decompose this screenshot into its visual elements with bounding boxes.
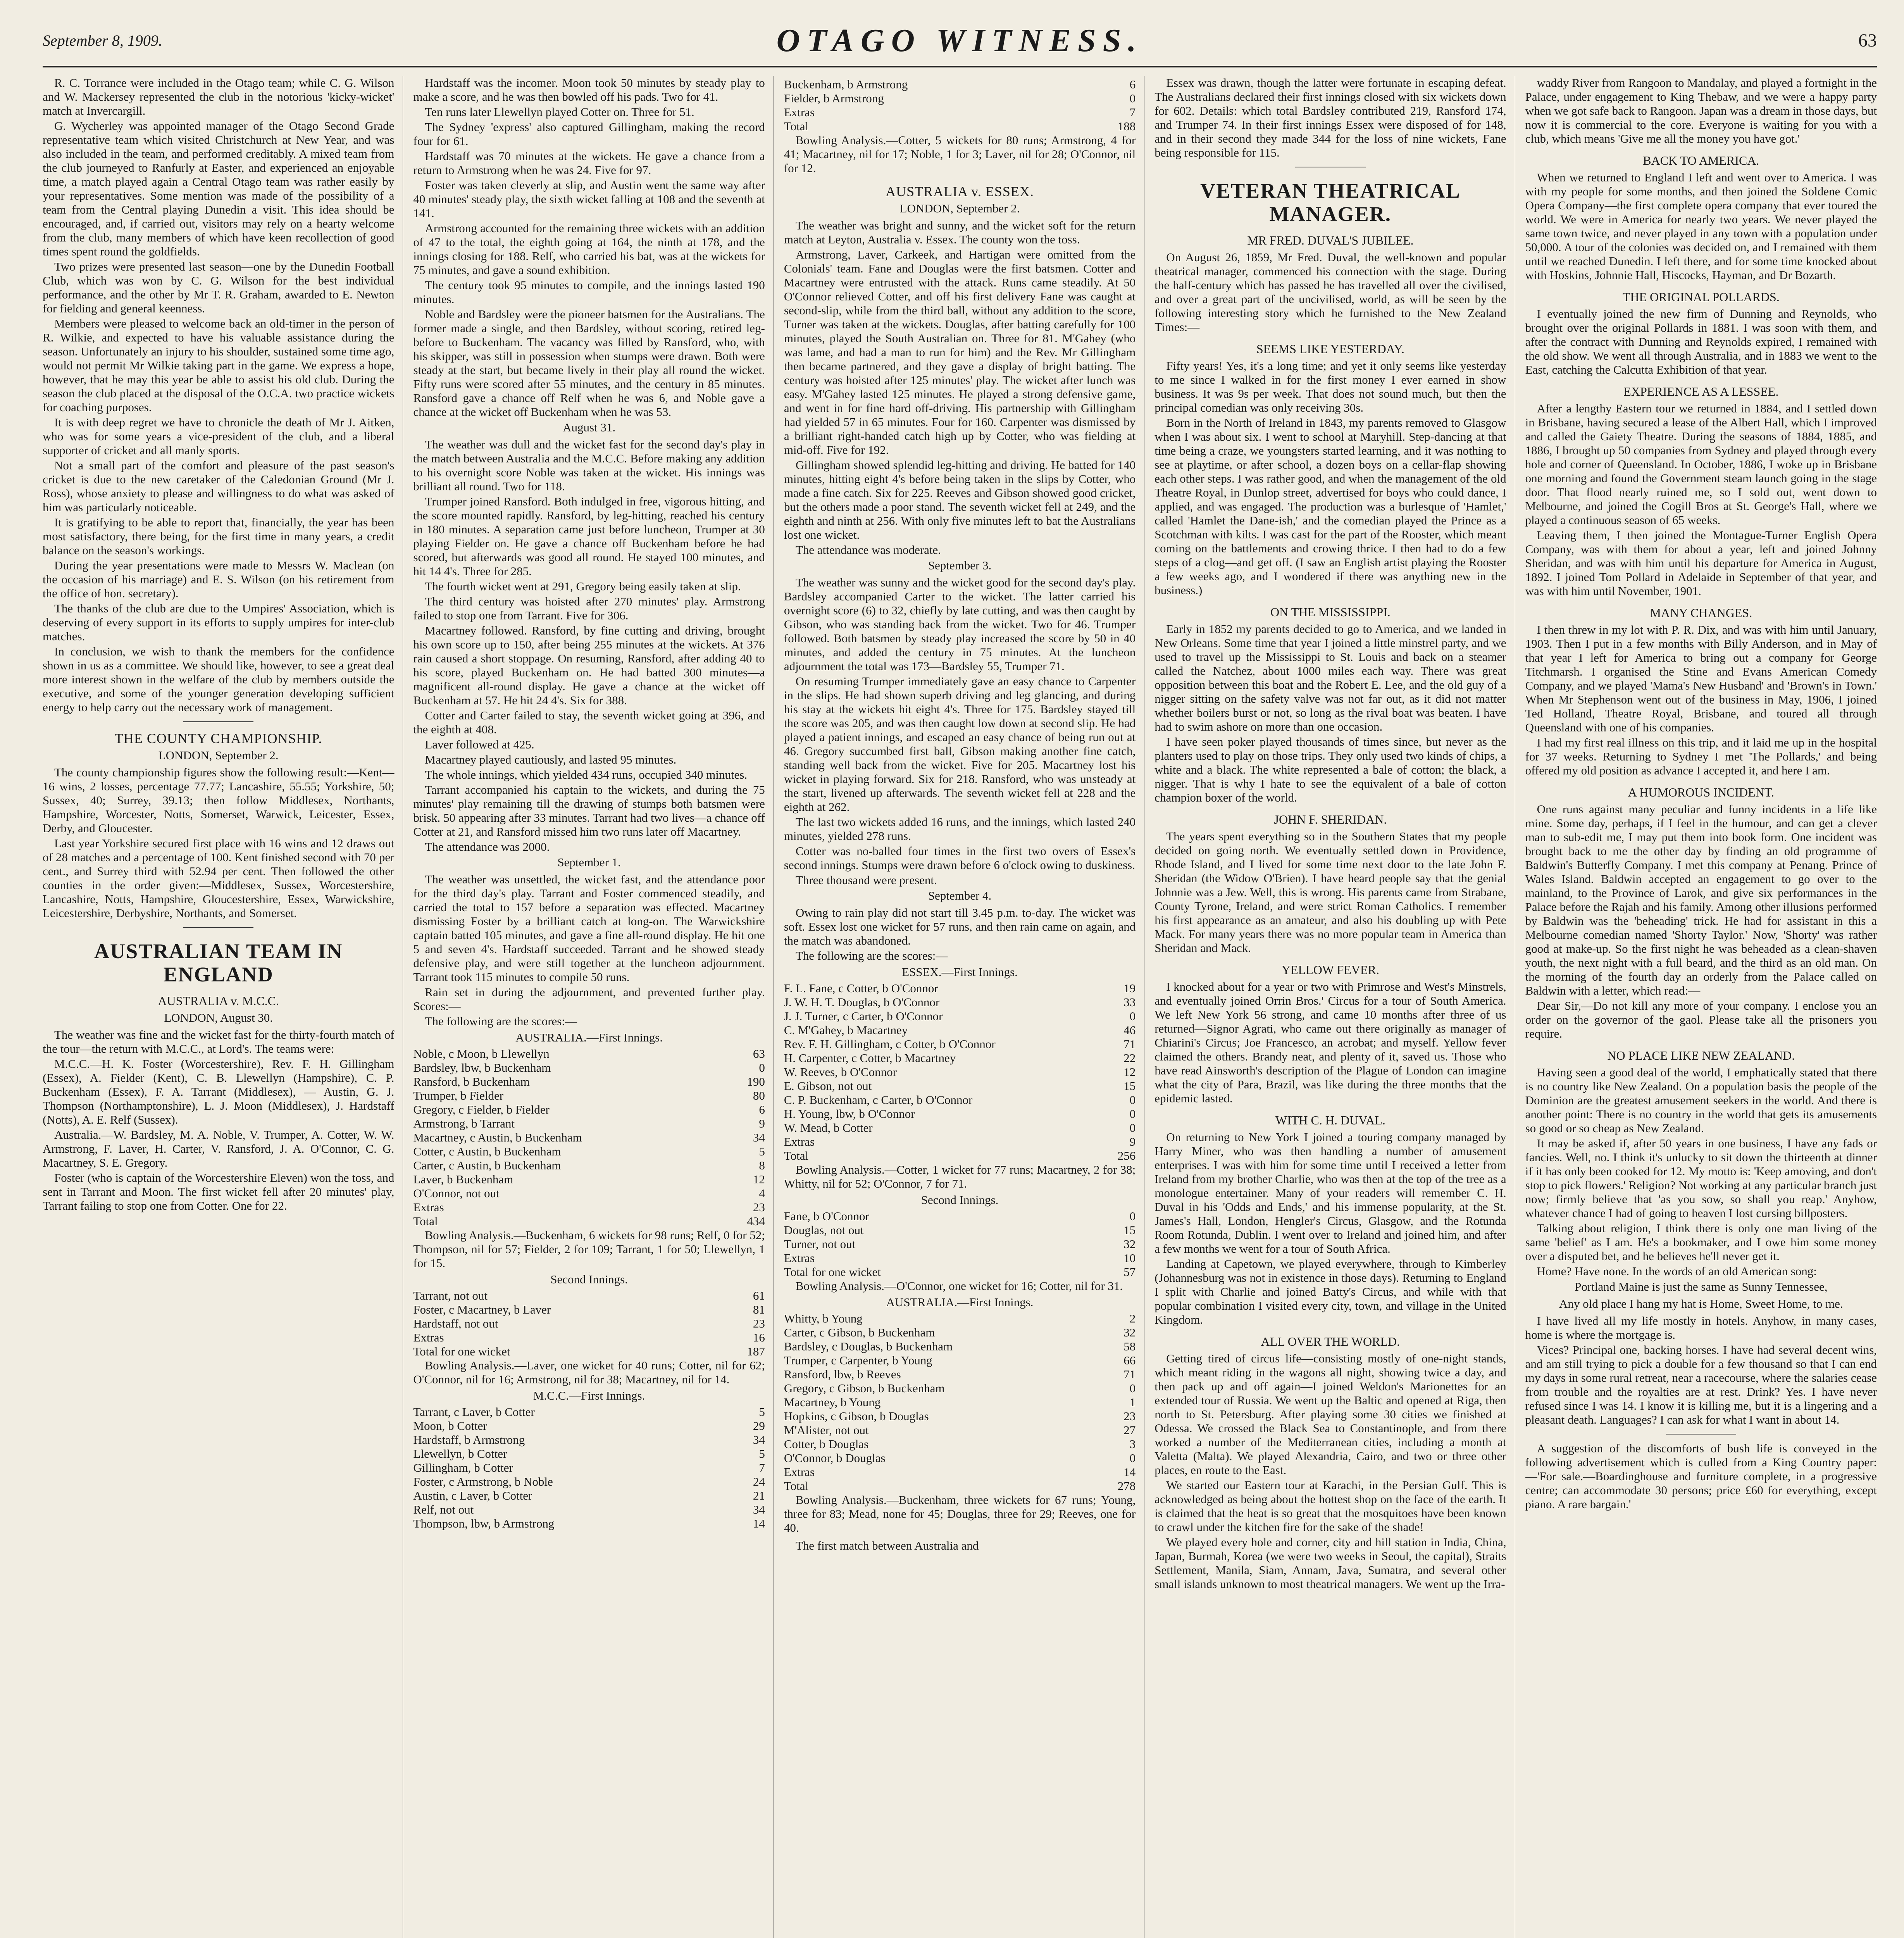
score-row: O'Connor, not out 4 [413, 1186, 765, 1200]
paragraph: Two prizes were presented last season—one by the Dunedin Football Club, which was won by C. G. Wilson for the best individual performance, and the other by Mr T. R. Graham, awarded to E. Newton for fielding and general keenness. [43, 260, 395, 315]
bowling-analysis: Bowling Analysis.—Buckenham, three wickets for 67 runs; Young, three for 83; Mead, none for 45; Douglas, three for 29; Reeves, one for 40. [784, 1493, 1136, 1535]
score-row: Trumper, c Carpenter, b Young 66 [784, 1353, 1136, 1367]
scorecard-rows [413, 1405, 765, 1531]
paragraph: The century took 95 minutes to compile, and the innings lasted 190 minutes. [413, 278, 765, 306]
paragraph: The attendance was moderate. [795, 543, 941, 557]
masthead [43, 16, 1877, 67]
paragraph: The first match between Australia and [795, 1539, 979, 1552]
sub-heading: NO PLACE LIKE NEW ZEALAND. [1607, 1048, 1795, 1062]
paragraph: During the year presentations were made to Messrs W. Maclean (on the occasion of his marriage) and E. S. Wilson (on his retirement from the office of hon. secretary). [43, 559, 395, 600]
paragraph: Tarrant accompanied his captain to the wickets, and during the 75 minutes' play remaining till the drawing of stumps both batsmen were brisk. 50 appearing after 33 minutes. Tarrant had two lives—a chance off Cotter at 21, and Ransford missed him two runs later off Macartney. [413, 783, 765, 838]
paragraph: The whole innings, which yielded 434 runs, occupied 340 minutes. [425, 768, 748, 781]
innings-title: AUSTRALIA.—First Innings. [515, 1031, 663, 1044]
paragraph: I have lived all my life mostly in hotels. Anyhow, in many cases, home is where the mortgage is. [1525, 1314, 1877, 1341]
scorecard [784, 965, 1136, 1535]
sub-heading: ALL OVER THE WORLD. [1261, 1335, 1400, 1348]
score-row: W. Mead, b Cotter 0 [784, 1121, 1136, 1135]
paragraph: The third century was hoisted after 270 minutes' play. Armstrong failed to stop one from Tarrant. Five for 306. [413, 595, 765, 622]
paragraph: We started our Eastern tour at Karachi, in the Persian Gulf. This is acknowledged as being about the hottest shop on the face of the earth. It is claimed that the heat is so great that the mosquitoes have been known to crawl under the kitchen fire for the sake of the shade! [1154, 1478, 1506, 1534]
paragraph: Armstrong accounted for the remaining three wickets with an addition of 47 to the total, the eighth going at 164, the ninth at 178, and the innings closing for 188. Relf, who carried his bat, was at the wickets for 75 minutes, and gave a sound exhibition. [413, 221, 765, 277]
paragraph: I had my first real illness on this trip, and it laid me up in the hospital for 37 weeks. Returning to Sydney I met 'The Pollards,' and being offered my old position as advance I accepted it, and here I am. [1525, 736, 1877, 777]
paragraph: The weather was sunny and the wicket good for the second day's play. Bardsley accompanied Carter to the wicket. The latter carried his overnight score (6) to 32, chiefly by late cutting, and was then caught by Gibson, who was standing back from the wicket. Two for 46. Trumper followed. Both batsmen by steady play increased the score by 50 in 40 minutes, and added the century in 75 minutes. At the luncheon adjournment the total was 173—Bardsley 55, Trumper 71. [784, 576, 1136, 673]
paragraph: In conclusion, we wish to thank the members for the confidence shown in us as a committee. We should like, however, to see a great deal more interest shown in the welfare of the club by members outside the executive, and some of the younger generation developing sufficient energy to help carry out the necessary work of management. [43, 645, 395, 714]
bowling-analysis: Bowling Analysis.—Buckenham, 6 wickets for 98 runs; Relf, 0 for 52; Thompson, nil for 57; Fielder, 2 for 109; Tarrant, 1 for 50; Llewellyn, 1 for 15. [413, 1228, 765, 1270]
score-row: F. L. Fane, c Cotter, b O'Connor 19 [784, 981, 1136, 995]
sub-heading: AUSTRALIA v. M.C.C. [158, 994, 279, 1008]
section-heading: THE COUNTY CHAMPIONSHIP. [114, 731, 322, 746]
paragraph: The weather was dull and the wicket fast for the second day's play in the match between Australia and the M.C.C. Before making any addition to his overnight score Noble was taken at the wicket. His innings was brilliant all round. Two for 118. [413, 438, 765, 493]
score-row: Thompson, lbw, b Armstrong 14 [413, 1517, 765, 1530]
paragraph: Foster (who is captain of the Worcestershire Eleven) won the toss, and sent in Tarrant and Moon. The first wicket fell after 20 minutes' play, Tarrant failing to stop one from Cotter. One for 22. [43, 1171, 395, 1212]
verse-line: Any old place I hang my hat is Home, Sweet Home, to me. [1559, 1297, 1843, 1310]
dateline: LONDON, September 2. [899, 202, 1020, 215]
innings-title: ESSEX.—First Innings. [902, 965, 1018, 979]
paragraph: Trumper joined Ransford. Both indulged in free, vigorous hitting, and the score mounted rapidly. Ransford, by leg-hitting, reached his century in 180 minutes. A separation came just before luncheon, Trumper at 30 playing Fielder on. He gave a chance off Buckenham before he had scored, but afterwards was good all round. He stayed 100 minutes, and hit 14 4's. Three for 285. [413, 495, 765, 578]
score-row: Laver, b Buckenham 12 [413, 1172, 765, 1186]
paragraph: The fourth wicket went at 291, Gregory being easily taken at slip. [425, 579, 741, 593]
paragraph: After a lengthy Eastern tour we returned in 1884, and I settled down in Brisbane, having secured a lease of the Albert Hall, which I improved and called the Gaiety Theatre. During the seasons of 1884, 1885, and 1886, I brought up 50 companies from Sydney and played through every hole and corner of Queensland. In October, 1886, I woke up in Brisbane one morning and found the Government steam launch going in the stage door. That flood nearly ruined me, so I sold out, went down to Melbourne, and joined the Cogill Bros at St. George's Hall, where we played a continuous season of 65 weeks. [1525, 402, 1877, 527]
column-3 [784, 76, 1144, 1938]
paragraph: Armstrong, Laver, Carkeek, and Hartigan were omitted from the Colonials' team. Fane and Douglas were the first batsmen. Cotter and Macartney were entrusted with the attack. Runs came steadily. At 50 O'Connor relieved Cotter, and off his first delivery Fane was caught at second-slip, while from the third ball, without any addition to the score, Turner was taken at the wickets. Douglas, after batting carefully for 100 minutes, played the South Australian on. Three for 81. M'Gahey (who was lame, and had a man to run for him) and the Rev. Mr Gillingham then became partnered, and they gave a display of bright batting. The century was hoisted after 125 minutes' play. The wicket after lunch was easy. M'Gahey lasted 125 minutes. He played a strong defensive game, and went in for fine hard off-driving. His partnership with Gillingham had yielded 57 in 65 minutes. Four for 160. Carpenter was dismissed by a brilliant right-handed catch high up by Cotter, who was fielding at mid-off. Five for 192. [784, 248, 1136, 457]
score-row: Macartney, c Austin, b Buckenham 34 [413, 1131, 765, 1144]
total-row: Total 188 [784, 119, 1136, 133]
paragraph: The county championship figures show the following result:—Kent—16 wins, 2 losses, percentage 77.77; Lancashire, 55.55; Yorkshire, 50; Sussex, 40; Surrey, 39.13; then follow Middlesex, Northants, Hampshire, Worcester, Notts, Somerset, Warwick, Leicester, Essex, Derby, and Gloucester. [43, 766, 395, 835]
innings-title: Second Innings. [921, 1193, 999, 1207]
paragraph: Laver followed at 425. [425, 738, 534, 751]
paragraph: Landing at Capetown, we played everywhere, through to Kimberley (Johannesburg was not in existence in those days). Returning to England I split with Charlie and joined Batty's Circus, and while with that popular combination I visited every city, town, and village in the United Kingdom. [1154, 1257, 1506, 1326]
paragraph: Fifty years! Yes, it's a long time; and yet it only seems like yesterday to me since I walked in for the first money I ever earned in show business. It was 9s per week. That does not sound much, but then the principal comedian was only receiving 30s. [1154, 359, 1506, 414]
paragraph: On resuming Trumper immediately gave an easy chance to Carpenter in the slips. He had shown superb driving and leg glancing, and during his stay at the wickets hit eight 4's. Three for 175. Bardsley stayed till the score was 205, and was then caught low down at second slip. He had played a patient innings, and escaped an easy chance of being run out at 46. Gregory succumbed first ball, Gibson making another fine catch, standing well back from the wicket. Five for 205. Macartney lost his wicket in playing forward. Six for 218. Ransford, who was unsteady at the start, livened up afterwards. The seventh wicket fell at 228 and the eighth at 262. [784, 674, 1136, 814]
score-row: Bardsley, c Douglas, b Buckenham 58 [784, 1340, 1136, 1353]
paragraph: On August 26, 1859, Mr Fred. Duval, the well-known and popular theatrical manager, commenced his connection with the stage. During the half-century which has passed he has travelled all over the civilised, and over a great part of the uncivilised, world, as will be seen by the following interesting story which he furnished to the New Zealand Times:— [1154, 250, 1506, 334]
score-row: Extras 10 [784, 1251, 1136, 1265]
dateline: LONDON, August 30. [164, 1011, 273, 1024]
score-row: Carter, c Gibson, b Buckenham 32 [784, 1326, 1136, 1339]
sub-heading: ON THE MISSISSIPPI. [1270, 605, 1391, 619]
paragraph: The attendance was 2000. [425, 840, 550, 853]
score-row: Fane, b O'Connor 0 [784, 1209, 1136, 1223]
paragraph: The Sydney 'express' also captured Gillingham, making the record four for 61. [413, 120, 765, 148]
scorecard-rows [413, 1289, 765, 1345]
total-row: Total for one wicket 187 [413, 1345, 765, 1358]
paragraph: It is gratifying to be able to report that, financially, the year has been most satisfactory, there being, for the first time in many years, a credit balance on the season's workings. [43, 516, 395, 557]
sub-heading: MANY CHANGES. [1650, 606, 1752, 620]
score-row: E. Gibson, not out 15 [784, 1079, 1136, 1093]
paragraph: Born in the North of Ireland in 1843, my parents removed to Glasgow when I was about six. I went to school at Maryhill. Step-dancing at that time being a craze, we youngsters started learning, and it was nothing to see at playtime, or after school, a dozen boys on a cellar-flap showing each other steps. I was rather good, and when the management of the old Theatre Royal, in Dunlop street, advertised for boys who could dance, I applied, and was engaged. The production was a burlesque of 'Hamlet,' called 'Hamlet the Dane-ish,' and the comedian played the Prince as a Scotchman with kilts. I was cast for the part of the Rooster, which meant coming on the battlements and crowing thrice. I then had to do a few steps of a clog—and get off. (I saw an English artist playing the Rooster a few weeks ago, and I wondered if there was anything new in the business.) [1154, 416, 1506, 597]
score-row: Foster, c Macartney, b Laver 81 [413, 1303, 765, 1316]
paragraph: Rain set in during the adjournment, and prevented further play. Scores:— [413, 985, 765, 1013]
paragraph: Leaving them, I then joined the Montague-Turner English Opera Company, was with them for about a year, left and joined Johnny Sheridan, and was with him until his departure for America in August, 1892. I joined Tom Pollard in Adelaide in September of that year, and was with him until November, 1901. [1525, 528, 1877, 598]
paragraph: G. Wycherley was appointed manager of the Otago Second Grade representative team which visited Christchurch at New Year, and was also included in the team, and performed creditably. A mixed team from the club journeyed to Ranfurly at Easter, and experienced an enjoyable time, a match played again a Central Otago team was rather easily by your representatives. Some mention was made of the possibility of a team from the Central playing Dunedin a visit. This idea should be encouraged, and, if carried out, visitors may rely on a hearty welcome from the club, many members of which have keen recollection of good times spent round the goldfields. [43, 119, 395, 258]
paragraph: Not a small part of the comfort and pleasure of the past season's cricket is due to the new caretaker of the Caledonian Ground (Mr J. Ross), whose anxiety to please and willingness to do what was asked of him was particularly noticeable. [43, 459, 395, 514]
sub-heading: JOHN F. SHERIDAN. [1274, 812, 1387, 826]
paragraph: Cotter was no-balled four times in the first two overs of Essex's second innings. Stumps were drawn before 6 o'clock owing to duskiness. [784, 844, 1136, 872]
paragraph: Gillingham showed splendid leg-hitting and driving. He batted for 140 minutes, hitting eight 4's before being taken in the slips by Cotter, who made a fine catch. Six for 225. Reeves and Gibson showed good cricket, but the others made a poor stand. The seventh wicket fell at 249, and the eighth and ninth at 256. With only five minutes left to bat the Australians lost one wicket. [784, 458, 1136, 541]
paragraph: Members were pleased to welcome back an old-timer in the person of R. Wilkie, and expected to have his valuable assistance during the season. Unfortunately an injury to his shoulder, sustained some time ago, would not permit Mr Wilkie taking part in the game. We express a hope, however, that he may this year be able to assist his old club. During the season the club placed at the disposal of the O.C.A. two practice wickets for coaching purposes. [43, 317, 395, 414]
score-row: Noble, c Moon, b Llewellyn 63 [413, 1047, 765, 1060]
paragraph: A suggestion of the discomforts of bush life is conveyed in the following advertisement which is culled from a King Country paper:—'For sale.—Boardinghouse and furniture complete, in a progressive centre; can accommodate 30 persons; price £60 for everything, except piano. A rare bargain.' [1525, 1441, 1877, 1511]
scorecard-rows [784, 1312, 1136, 1479]
paragraph: Noble and Bardsley were the pioneer batsmen for the Australians. The former made a single, and then Bardsley, without scoring, retired leg-before to Buckenham. The vacancy was filled by Ransford, who, with his skipper, was still in possession when stumps were drawn. Both were steady at the start, but became lively in their play all round the wicket. Fifty runs were scored after 55 minutes, and the century in 85 minutes. Ransford gave a chance off Relf when he was 6, and Noble gave a chance at the wicket off Buckenham when he was 53. [413, 307, 765, 419]
scorecard [413, 1031, 765, 1531]
column-2 [413, 76, 774, 1938]
score-row: Austin, c Laver, b Cotter 21 [413, 1489, 765, 1502]
sub-heading: SEEMS LIKE YESTERDAY. [1256, 342, 1404, 356]
scorecard [784, 78, 1136, 175]
paragraph: We played every hole and corner, city and hill station in India, China, Japan, Burmah, Korea (we were two weeks in Seoul, the capital), Straits Settlement, Manila, Siam, Annam, Java, Sumatra, and several other small islands unknown to most theatrical managers. We went up the Irra- [1154, 1535, 1506, 1591]
column-5 [1525, 76, 1877, 1938]
bowling-analysis: Bowling Analysis.—Laver, one wicket for 40 runs; Cotter, nil for 62; O'Connor, nil for 16; Armstrong, nil for 38; Macartney, nil for 14. [413, 1359, 765, 1386]
score-row: Cotter, b Douglas 3 [784, 1437, 1136, 1451]
dateline: LONDON, September 2. [158, 748, 279, 762]
paragraph: The last two wickets added 16 runs, and the innings, which lasted 240 minutes, yielded 278 runs. [784, 815, 1136, 843]
score-row: Llewellyn, b Cotter 5 [413, 1447, 765, 1460]
sub-heading: A HUMOROUS INCIDENT. [1628, 785, 1774, 799]
innings-title: AUSTRALIA.—First Innings. [886, 1295, 1034, 1309]
score-row: Whitty, b Young 2 [784, 1312, 1136, 1325]
paragraph: Home? Have none. In the words of an old American song: [1537, 1264, 1817, 1278]
column-1 [43, 76, 403, 1938]
score-row: Bardsley, lbw, b Buckenham 0 [413, 1061, 765, 1074]
score-row: Extras 9 [784, 1135, 1136, 1148]
score-row: Moon, b Cotter 29 [413, 1419, 765, 1433]
score-row: Fielder, b Armstrong 0 [784, 91, 1136, 105]
section-heading: AUSTRALIA v. ESSEX. [886, 184, 1034, 199]
section-heading: VETERAN THEATRICAL MANAGER. [1200, 179, 1461, 226]
score-row: H. Carpenter, c Cotter, b Macartney 22 [784, 1051, 1136, 1065]
divider [1666, 1434, 1737, 1435]
paragraph: Hardstaff was the incomer. Moon took 50 minutes by steady play to make a score, and he was then bowled off his pads. Two for 41. [413, 76, 765, 103]
innings-title: Second Innings. [550, 1272, 628, 1286]
paragraph: The weather was fine and the wicket fast for the thirty-fourth match of the tour—the return with M.C.C., at Lord's. The teams were: [43, 1028, 395, 1055]
paragraph: The following are the scores:— [425, 1014, 577, 1028]
divider [183, 927, 254, 928]
column-4 [1154, 76, 1515, 1938]
sub-heading: BACK TO AMERICA. [1643, 153, 1759, 167]
paragraph: On returning to New York I joined a touring company managed by Harry Miner, who was then handling a number of amusement enterprises. I was with him for some time until I received a letter from Ireland from my brother Charlie, who was then at the top of the tree as a monologue entertainer. Many of your readers will remember C. H. Duval in his 'Odds and Ends,' and his immense popularity, at the St. James's Hall, London, Hengler's Circus, Glasgow, and the Rotunda Room Rotunda, Dublin. I went over to Ireland and joined him, and after a few months we went for a tour of South Africa. [1154, 1130, 1506, 1255]
paragraph: The weather was unsettled, the wicket fast, and the attendance poor for the third day's play. Tarrant and Foster commenced steadily, and carried the total to 157 before a separation was effected. Macartney dismissing Foster by a brilliant catch at long-on. The Warwickshire captain batted 105 minutes, and gave a fine all-round display. He hit one 5 and seven 4's. Hardstaff succeeded. Tarrant and he showed steady defensive play, and were still together at the luncheon adjournment. Tarrant took 115 minutes to compile 50 runs. [413, 872, 765, 984]
section-heading: AUSTRALIAN TEAM IN ENGLAND [94, 940, 343, 986]
paragraph: Vices? Principal one, backing horses. I have had several decent wins, and am still trying to pick a double for a few thousand so that I can end my days in some rural retreat, near a racecourse, where the salaries cease from trouble and the royalties are at rest. Drink? Yes. I have never refused since I was 14. I know it is killing me, but it is a lingering and a pleasant death. Languages? I can ask for what I want in about 14. [1525, 1343, 1877, 1426]
score-row: Extras 23 [413, 1200, 765, 1214]
score-row: Cotter, c Austin, b Buckenham 5 [413, 1145, 765, 1158]
paragraph: Ten runs later Llewellyn played Cotter on. Three for 51. [425, 105, 694, 119]
paragraph: R. C. Torrance were included in the Otago team; while C. G. Wilson and W. Mackersey represented the club in the notorious 'kicky-wicket' match at Invercargill. [43, 76, 395, 117]
total-row: Total for one wicket 57 [784, 1265, 1136, 1279]
paragraph: One runs against many peculiar and funny incidents in a life like mine. Some day, perhaps, if I feel in the humour, and can get a clever man to sub-edit me, I may put them into book form. One incident was brought back to me the other day by finding an old programme of Baldwin's Butterfly Company. I met this company at Penang. Prince of Wales Island. Baldwin accepted an engagement to go over to the mainland, to the Province of Larok, and give six performances in the Palace before the Rajah and his family. Among other illusions performed by Baldwin was the 'beheading' trick. He had for assistant in this a Melbourne comedian named 'Shorty Taylor.' Now, 'Shorty' was rather good at make-up. So the first night he was beheaded as a clean-shaven youth, the next night with a full beard, and the third as an old man. On the morning of the fourth day an orderly from the Palace called on Baldwin with a letter, which read:— [1525, 802, 1877, 997]
paragraph: Owing to rain play did not start till 3.45 p.m. to-day. The wicket was soft. Essex lost one wicket for 57 runs, and then rain came on again, and the match was abandoned. [784, 906, 1136, 947]
score-row: Macartney, b Young 1 [784, 1395, 1136, 1409]
paragraph: Talking about religion, I think there is only one man living of the same 'belief' as I am. He's a bookmaker, and I owe him some money over a disputed bet, and he believes he'll never get it. [1525, 1221, 1877, 1263]
paragraph: Australia.—W. Bardsley, M. A. Noble, V. Trumper, A. Cotter, W. W. Armstrong, F. Laver, H. Carter, V. Ransford, J. A. O'Connor, C. G. Macartney, S. E. Gregory. [43, 1128, 395, 1169]
score-row: W. Reeves, b O'Connor 12 [784, 1065, 1136, 1079]
paragraph: Cotter and Carter failed to stay, the seventh wicket going at 396, and the eighth at 408. [413, 709, 765, 736]
score-row: Rev. F. H. Gillingham, c Cotter, b O'Connor 71 [784, 1037, 1136, 1051]
paragraph: Three thousand were present. [795, 873, 937, 887]
score-row: Relf, not out 34 [413, 1503, 765, 1516]
score-row: Ransford, lbw, b Reeves 71 [784, 1367, 1136, 1381]
score-row: Carter, c Austin, b Buckenham 8 [413, 1159, 765, 1172]
paragraph: Hardstaff was 70 minutes at the wickets. He gave a chance from a return to Armstrong when he was 24. Five for 97. [413, 149, 765, 177]
bowling-analysis: Bowling Analysis.—O'Connor, one wicket for 16; Cotter, nil for 31. [795, 1279, 1123, 1293]
score-row: Douglas, not out 15 [784, 1223, 1136, 1237]
bowling-analysis: Bowling Analysis.—Cotter, 1 wicket for 77 runs; Macartney, 2 for 38; Whitty, nil for 52; O'Connor, 7 for 71. [784, 1163, 1136, 1190]
total-row: Total 434 [413, 1214, 765, 1228]
sub-heading: MR FRED. DUVAL'S JUBILEE. [1247, 233, 1414, 247]
paragraph: I then threw in my lot with P. R. Dix, and was with him until January, 1903. Then I put in a few months with Billy Anderson, and in May of that year I left for America to bring out a company for George Titchmarsh. I organised the Stine and Evans American Comedy Company, and we played 'Mama's New Husband' and 'Brown's in Town.' When Mr Stephenson went out of the business in May, 1906, I joined Ted Holland, Theatre Royal, Brisbane, and toured all through Queensland with one of his companies. [1525, 623, 1877, 734]
score-row: Extras 7 [784, 105, 1136, 119]
sub-heading: YELLOW FEVER. [1282, 963, 1379, 977]
score-row: Gregory, c Fielder, b Fielder 6 [413, 1103, 765, 1116]
dateline: September 4. [928, 889, 992, 902]
score-row: Extras 14 [784, 1465, 1136, 1479]
total-row: Total 256 [784, 1149, 1136, 1162]
paragraph: Having seen a good deal of the world, I emphatically stated that there is no country like New Zealand. On a population basis the people of the Dominion are the greatest amusement seekers in the world. And there is another point: There is no country in the world that gets its amusements so good or so cheap as New Zealand. [1525, 1066, 1877, 1135]
score-row: Turner, not out 32 [784, 1237, 1136, 1251]
paragraph: I have seen poker played thousands of times since, but never as the planters used to play on those trips. They only used two kinds of chips, a white and a black. The white represented a bale of cotton; the black, a nigger. That is why I hate to see the equivalent of a bale of cotton champion boxer of the world. [1154, 735, 1506, 804]
columns [43, 76, 1877, 1938]
dateline: August 31. [563, 421, 616, 434]
score-row: J. W. H. T. Douglas, b O'Connor 33 [784, 995, 1136, 1009]
paragraph: Getting tired of circus life—consisting mostly of one-night stands, which meant riding in the wagons all night, showing twice a day, and then pack up and off again—I joined Weldon's Marionettes for an extended tour of Russia. We went up the Baltic and opened at Riga, then north to St. Petersburg. After playing some 30 cities we finished at Odessa. We crossed the Black Sea to Constantinople, and from there worked a number of the Mediterranean cities, including a month at Valetta (Malta). We played Alexandria, Cairo, and two or three other places, en route to the East. [1154, 1352, 1506, 1477]
score-row: Extras 16 [413, 1331, 765, 1344]
total-row: Total 278 [784, 1479, 1136, 1493]
sub-heading: EXPERIENCE AS A LESSEE. [1623, 384, 1779, 398]
scorecard-rows [784, 78, 1136, 119]
paragraph: waddy River from Rangoon to Mandalay, and played a fortnight in the Palace, under engagement to King Thebaw, and we were a happy party when we got safe back to Rangoon. Japan was a dream in those days, but now it is commercial to the core. Everyone is waiting for you with a club, which means 'Give me all the money you have got.' [1525, 76, 1877, 145]
scorecard-rows [784, 1209, 1136, 1265]
score-row: Foster, c Armstrong, b Noble 24 [413, 1475, 765, 1488]
score-row: Ransford, b Buckenham 190 [413, 1075, 765, 1088]
score-row: Hardstaff, not out 23 [413, 1317, 765, 1330]
paragraph: I eventually joined the new firm of Dunning and Reynolds, who brought over the original Pollards in 1881. I was soon with them, and after the contract with Dunning and Reynolds expired, I remained with the old show. We went all through Australia, and in 1883 we went to the East, catching the Calcutta Exhibition of that year. [1525, 307, 1877, 376]
score-row: C. P. Buckenham, c Carter, b O'Connor 0 [784, 1093, 1136, 1107]
paragraph: Last year Yorkshire secured first place with 16 wins and 12 draws out of 28 matches and a percentage of 100. Kent finished second with 70 per cent., and Surrey third with 52.94 per cent. Then followed the other counties in the order given:—Middlesex, Sussex, Worcestershire, Lancashire, Notts, Hampshire, Gloucestershire, Essex, Warwickshire, Leicestershire, Derbyshire, Northants, and Somerset. [43, 836, 395, 920]
sub-heading: THE ORIGINAL POLLARDS. [1622, 290, 1780, 304]
score-row: Tarrant, c Laver, b Cotter 5 [413, 1405, 765, 1419]
paragraph: The years spent everything so in the Southern States that my people decided on going north. We eventually settled down in Providence, Rhode Island, and I lived for some time next door to the late John F. Sheridan (the Widow O'Brien). I have heard people say that the genial Johnnie was a Jew. Well, this is wrong. His parents came from Strabane, County Tyrone, Ireland, and were strict Roman Catholics. I remember his first appearance as an amateur, and also his doubling up with Pete Mack. For many years there was no more popular team in America than Sheridan and Mack. [1154, 829, 1506, 955]
newspaper-title: OTAGO WITNESS. [776, 22, 1143, 59]
score-row: Tarrant, not out 61 [413, 1289, 765, 1302]
score-row: H. Young, lbw, b O'Connor 0 [784, 1107, 1136, 1121]
paragraph: I knocked about for a year or two with Primrose and West's Minstrels, and eventually joined Orrin Bros.' Circus for a tour of South America. We left New York 56 strong, and came 10 months after three of us returned—Signor Agrati, who came out there originally as manager of Chiarini's Circus; Joe Francesco, an acrobat; and myself. Yellow fever claimed the others. Brandy neat, and plenty of it, saved us. Those who have read Ainsworth's description of the Plague of London can imagine what the city of Para, Brazil, was like during the three months that the epidemic lasted. [1154, 980, 1506, 1105]
paragraph: Macartney played cautiously, and lasted 95 minutes. [425, 753, 677, 766]
score-row: J. J. Turner, c Carter, b O'Connor 0 [784, 1009, 1136, 1023]
scorecard-rows [784, 981, 1136, 1149]
divider [183, 721, 254, 722]
paragraph: The weather was bright and sunny, and the wicket soft for the return match at Leyton, Australia v. Essex. The county won the toss. [784, 219, 1136, 246]
score-row: Gillingham, b Cotter 7 [413, 1461, 765, 1474]
paragraph: The following are the scores:— [795, 949, 948, 962]
paragraph: Early in 1852 my parents decided to go to America, and we landed in New Orleans. Some time that year I joined a little minstrel party, and we used to travel up the Mississippi to St. Louis and back on a steamer called the Natchez, about 1000 miles each way. There was great opposition between this boat and the Robert E. Lee, and the old guy of a nigger sitting on the safety valve was not far out, as it did not matter whether boilers burst or not, so long as the rival boat was beaten. I have had to swim ashore on more than one occasion. [1154, 622, 1506, 733]
scorecard-rows [413, 1047, 765, 1214]
score-row: Trumper, b Fielder 80 [413, 1089, 765, 1102]
verse-line: Portland Maine is just the same as Sunny Tennessee, [1575, 1280, 1828, 1293]
dateline: September 3. [928, 559, 992, 572]
dateline: September 1. [557, 855, 621, 869]
score-row: Buckenham, b Armstrong 6 [784, 78, 1136, 91]
sub-heading: WITH C. H. DUVAL. [1275, 1113, 1385, 1127]
paragraph: It may be asked if, after 50 years in one business, I have any fads or fancies. Well, no. I think it's unlucky to sit down the thirteenth at dinner if it has only been cooked for 12. My motto is: 'Keep amoving, and don't stop to pick flowers.' Religion? Not working at any particular branch just now; firmly believe that 'as you sow, so shall you reap.' Anyhow, whatever chance I had of going to heaven I lost cursing billposters. [1525, 1136, 1877, 1220]
paragraph: When we returned to England I left and went over to America. I was with my people for some months, and then joined the Soldene Comic Opera Company—the first complete opera company that ever toured the world. We were in America for nearly two years. We never played the same town twice, and never played in any town with a population under 50,000. A tour of the colonies was decided on, and I remained with them until we reached Dunedin. I left there, and for some time knocked about with Hoskins, Johnnie Hall, Hiscocks, Hayman, and Dr Bozarth. [1525, 171, 1877, 282]
paragraph: M.C.C.—H. K. Foster (Worcestershire), Rev. F. H. Gillingham (Essex), A. Fielder (Kent), C. B. Llewellyn (Hampshire), C. P. Buckenham (Essex), F. A. Tarrant (Middlesex), — Austin, G. J. Thompson (Northamptonshire), L. J. Moon (Middlesex), J. Hardstaff (Notts), A. E. Relf (Sussex). [43, 1057, 395, 1126]
paragraph: It is with deep regret we have to chronicle the death of Mr J. Aitken, who was for some years a vice-president of the club, and a liberal supporter of cricket and all manly sports. [43, 416, 395, 457]
score-row: C. M'Gahey, b Macartney 46 [784, 1023, 1136, 1037]
score-row: Gregory, c Gibson, b Buckenham 0 [784, 1381, 1136, 1395]
score-row: Hopkins, c Gibson, b Douglas 23 [784, 1409, 1136, 1423]
paragraph: The thanks of the club are due to the Umpires' Association, which is deserving of every support in its efforts to supply umpires for inter-club matches. [43, 602, 395, 643]
issue-date: September 8, 1909. [43, 32, 162, 49]
paragraph: Essex was drawn, though the latter were fortunate in escaping defeat. The Australians declared their first innings closed with six wickets down for 602. Details: which total Bardsley contributed 219, Ransford 174, and Trumper 74. In their first innings Essex were disposed of for 148, and in their second they made 344 for the loss of nine wickets, Fane being responsible for 115. [1154, 76, 1506, 159]
score-row: Hardstaff, b Armstrong 34 [413, 1433, 765, 1447]
bowling-analysis: Bowling Analysis.—Cotter, 5 wickets for 80 runs; Armstrong, 4 for 41; Macartney, nil for 17; Noble, 1 for 3; Laver, nil for 28; O'Connor, nil for 12. [784, 133, 1136, 175]
innings-title: M.C.C.—First Innings. [533, 1389, 645, 1402]
paragraph: Macartney followed. Ransford, by fine cutting and driving, brought his own score up to 150, after being 255 minutes at the wickets. At 376 rain caused a short stoppage. On resuming, Ransford, after adding 40 to his score, played Buckenham on. He had batted 300 minutes—a magnificent all-round display. He gave a chance at the wicket off Buckenham at 57. He hit 24 4's. Six for 388. [413, 624, 765, 707]
paragraph: Dear Sir,—Do not kill any more of your company. I enclose you an order on the governor of the gaol. Please take all the prisoners you require. [1525, 999, 1877, 1040]
page-number: 63 [1858, 30, 1877, 51]
paragraph: Foster was taken cleverly at slip, and Austin went the same way after 40 minutes' steady play, the sixth wicket falling at 108 and the seventh at 141. [413, 178, 765, 220]
score-row: Armstrong, b Tarrant 9 [413, 1117, 765, 1130]
score-row: M'Alister, not out 27 [784, 1423, 1136, 1437]
score-row: O'Connor, b Douglas 0 [784, 1451, 1136, 1465]
